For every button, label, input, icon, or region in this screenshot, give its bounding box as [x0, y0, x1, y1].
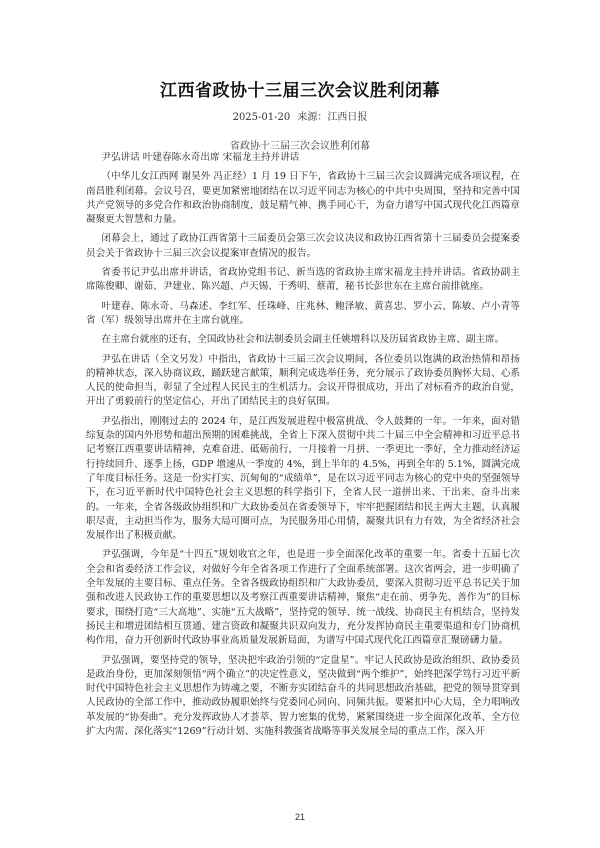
article-paragraph: 尹弘在讲话（全文另发）中指出，省政协十三届三次会议期间，各位委员以饱满的政治热情和昂扬的精神状态，深入协商议政，踊跃建言献策，顺利完成选举任务，充分展示了政协委员胸怀大局、心系人民的使命担当，彰显了全过程人民民主的生机活力。会议开得很成功，开出了对标看齐的政治自觉，开出了勇毅前行的坚定信心，开出了团结民主的良好氛围。 [86, 353, 520, 408]
article-paragraph: 尹弘强调，要坚持党的领导，坚决把牢政治引领的“定盘星”。牢记人民政协是政治组织、政协委员是政治身份，更加深刻领悟“两个确立”的决定性意义，坚决做到“两个维护”，始终把深学笃行习近平新时代中国特色社会主义思想作为铸魂之要，不断夯实团结奋斗的共同思想政治基础，把党的领导贯穿到人民政协的全部工作中，推动政协履职始终与党委同心同向、同频共振。要紧扣中心大局，全力唱响改革发展的“协奏曲”。充分发挥政协人才荟萃、智力密集的优势，紧紧围绕进一步全面深化改革、全方位扩大内需、深化落实“1269”行动计划、实施科教强省战略等事关发展全局的重点工作，深入开 [86, 654, 520, 737]
article-paragraph: （中华儿女江西网 谢昊外 冯正经）1 月 19 日下午，省政协十三届三次会议圆满完成各项议程，在南昌胜利闭幕。会议号召，要更加紧密地团结在以习近平同志为核心的中共中央周围，坚持和完善中国共产党领导的多党合作和政治协商制度，鼓足精气神、携手同心干，为奋力谱写中国式现代化江西篇章凝聚更大智慧和力量。 [86, 171, 520, 226]
article-paragraph: 叶建春、陈永奇、马森述、李红军、任珠峰、庄兆林、鲍泽敏、黄喜忠、罗小云、陈敏、卢小青等省（军）级领导出席并在主席台就座。 [86, 300, 520, 326]
article-paragraph: 尹弘讲话 叶建春陈永奇出席 宋福龙主持并讲话 [101, 152, 300, 163]
article-paragraph: 尹弘指出，刚刚过去的 2024 年，是江西发展进程中极富挑战、令人鼓舞的一年。一年来，面对错综复杂的国内外形势和超出预期的困难挑战，全省上下深入贯彻中共二十届三中全会精神和习近平总书记考察江西重要讲话精神，克难奋进、砥砺前行，一月接着一月拼、一季更比一季好，全力推动经济运行持续回升、逐季上扬，GDP 增速从一季度的 4%，到上半年的 4.5%，再到全年的 5.1%，圆满完成了年度目标任务。这是一份实打实、沉甸甸的“成绩单”，是在以习近平同志为核心的党中央的坚强领导下，在习近平新时代中国特色社会主义思想的科学指引下，全省人民一道拼出来、干出来、奋斗出来的。一年来，全省各级政协组织和广大政协委员在省委领导下，牢牢把握团结和民主两大主题，认真履职尽责，主动担当作为，服务大局可圈可点，为民服务用心用情，凝聚共识有力有效，为全省经济社会发展作出了积极贡献。 [86, 415, 520, 542]
article-paragraph: 在主席台就座的还有，全国政协社会和法制委员会副主任姚增科以及历届省政协主席、副主席。 [101, 334, 505, 346]
article-paragraph: 闭幕会上，通过了政协江西省第十三届委员会第三次会议决议和政协江西省第十三届委员会提案委员会关于省政协十三届三次会议提案审查情况的报告。 [86, 233, 520, 259]
article-date: 2025-01-20 [232, 112, 291, 123]
article-subheading: 省政协十三届三次会议胜利闭幕 [230, 141, 370, 152]
article-meta [0, 108, 600, 123]
article-body [86, 151, 520, 744]
article-source: 来源：江西日报 [297, 112, 368, 123]
article-paragraph: 尹弘强调，今年是“十四五”规划收官之年，也是进一步全面深化改革的重要一年。省委十五届七次全会和省委经济工作会议，对做好今年全省各项工作进行了全面系统部署。这次省两会，进一步明确了全年发展的主要目标、重点任务。全省各级政协组织和广大政协委员，要深入贯彻习近平总书记关于加强和改进人民政协工作的重要思想以及考察江西重要讲话精神，聚焦“走在前、勇争先、善作为”的目标要求，围绕打造“三大高地”、实施“五大战略”，坚持党的领导、统一战线、协商民主有机结合，坚持发扬民主和增进团结相互贯通、建言资政和凝聚共识双向发力，充分发挥协商民主重要渠道和专门协商机构作用，奋力开创新时代政协事业高质量发展新局面，为谱写中国式现代化江西篇章汇聚磅礴力量。 [86, 549, 520, 647]
article-title: 江西省政协十三届三次会议胜利闭幕 [160, 81, 440, 101]
article-paragraph: 省委书记尹弘出席并讲话，省政协党组书记、新当选的省政协主席宋福龙主持并讲话。省政协副主席陈俊卿、谢茹、尹建业、陈兴超、卢天锡、于秀明、蔡莆，秘书长彭世东在主席台前排就座。 [86, 267, 520, 293]
page-number: 21 [294, 812, 305, 822]
